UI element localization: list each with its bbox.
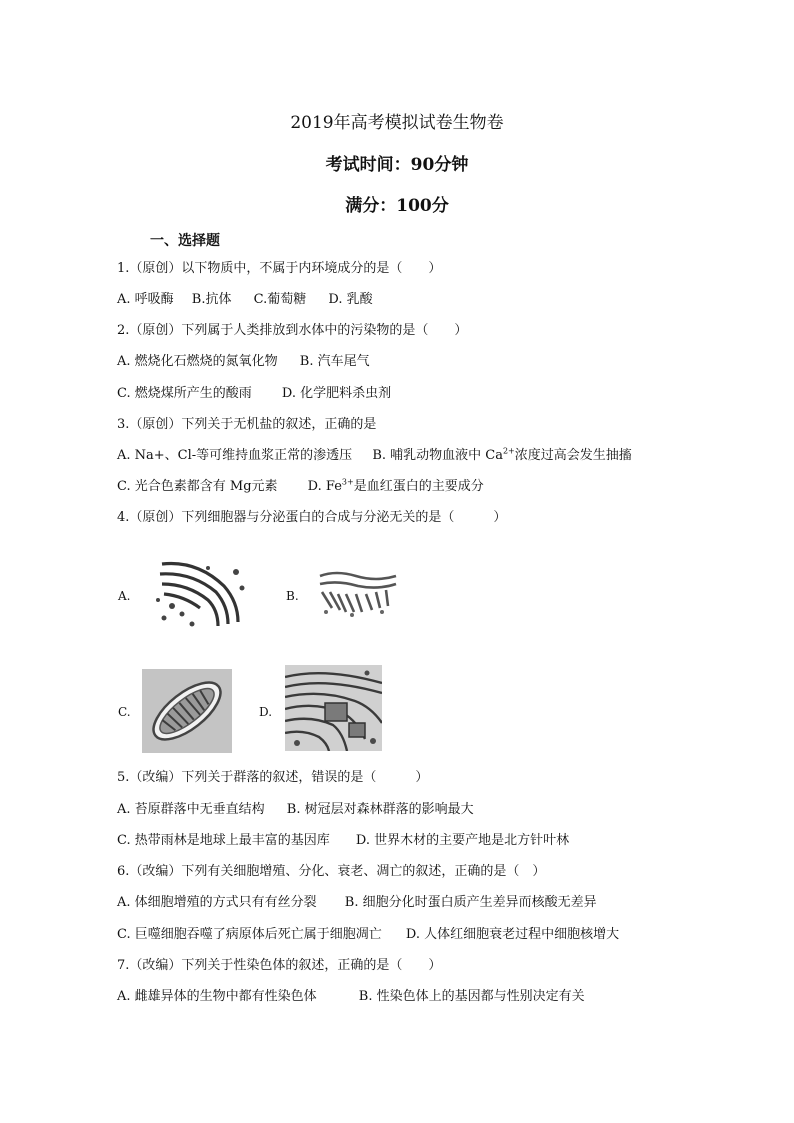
q2-option-b: B. 汽车尾气 [299, 354, 370, 369]
q3-options-row2 [117, 478, 484, 496]
q5-options-row2 [117, 832, 569, 850]
q7-stem: 7.（改编）下列关于性染色体的叙述，正确的是（ ） [117, 958, 442, 973]
q6-option-b: B. 细胞分化时蛋白质产生差异而核酸无差异 [344, 895, 597, 910]
q1-option-c: C.葡萄糖 [253, 292, 307, 307]
q2-stem: 2.（原创）下列属于人类排放到水体中的污染物的是（ ） [117, 323, 468, 338]
q4-option-c-label: C. [118, 705, 131, 719]
q7-option-b: B. 性染色体上的基因都与性别决定有关 [358, 989, 585, 1004]
q1-option-a: A. 呼吸酶 [117, 292, 174, 307]
q3-stem: 3.（原创）下列关于无机盐的叙述，正确的是 [117, 417, 377, 432]
q3-options-row1 [117, 447, 632, 465]
exam-title: 2019年高考模拟试卷生物卷 [290, 113, 504, 133]
q3-option-b: B. 哺乳动物血液中 $Ca^{2+}$浓度过高会发生抽搐 [372, 446, 632, 463]
q2-option-d: D. 化学肥料杀虫剂 [281, 386, 392, 401]
golgi-image-a [152, 548, 250, 632]
q6-option-c: C. 巨噬细胞吞噬了病原体后死亡属于细胞凋亡 [117, 927, 382, 942]
q6-options-row2 [117, 926, 619, 944]
q3-option-a: A. Na+、Cl-等可维持血浆正常的渗透压 [117, 448, 353, 463]
q5-option-d: D. 世界木材的主要产地是北方针叶林 [355, 833, 570, 848]
q2-option-c: C. 燃烧煤所产生的酸雨 [117, 386, 252, 401]
exam-score: 满分：100分 [345, 196, 449, 216]
q3-option-d: D. $Fe^{3+}$是血红蛋白的主要成分 [307, 477, 484, 494]
er-image-b [316, 568, 400, 618]
q3-option-c: C. 光合色素都含有 Mg元素 [117, 479, 278, 494]
q1-option-b: B.抗体 [191, 292, 232, 307]
q6-option-a: A. 体细胞增殖的方式只有有丝分裂 [117, 895, 317, 910]
exam-time: 考试时间：90分钟 [325, 155, 469, 175]
q1-stem: 1.（原创）以下物质中，不属于内环境成分的是（ ） [117, 261, 442, 276]
mitochondrion-image-c [142, 669, 232, 753]
q4-option-d-label: D. [259, 705, 273, 719]
q7-options-row1 [117, 988, 585, 1006]
chloroplast-image-d [285, 665, 382, 751]
section-heading: 一、选择题 [150, 233, 220, 249]
q5-option-a: A. 苔原群落中无垂直结构 [117, 802, 265, 817]
q5-stem: 5.（改编）下列关于群落的叙述，错误的是（ ） [117, 770, 429, 785]
q5-option-b: B. 树冠层对森林群落的影响最大 [286, 802, 474, 817]
q1-options [117, 291, 373, 309]
q6-options-row1 [117, 894, 597, 912]
q6-option-d: D. 人体红细胞衰老过程中细胞核增大 [405, 927, 620, 942]
q4-option-a-label: A. [118, 589, 131, 603]
q2-options-row2 [117, 385, 391, 403]
q6-stem: 6.（改编）下列有关细胞增殖、分化、衰老、凋亡的叙述，正确的是（ ） [117, 864, 546, 879]
q2-option-a: A. 燃烧化石燃烧的氮氧化物 [117, 354, 278, 369]
q7-option-a: A. 雌雄异体的生物中都有性染色体 [117, 989, 317, 1004]
q2-options-row1 [117, 353, 370, 371]
q1-option-d: D. 乳酸 [328, 292, 373, 307]
q5-options-row1 [117, 801, 474, 819]
q4-option-b-label: B. [286, 589, 299, 603]
q4-stem: 4.（原创）下列细胞器与分泌蛋白的合成与分泌无关的是（ ） [117, 510, 507, 525]
q5-option-c: C. 热带雨林是地球上最丰富的基因库 [117, 833, 330, 848]
